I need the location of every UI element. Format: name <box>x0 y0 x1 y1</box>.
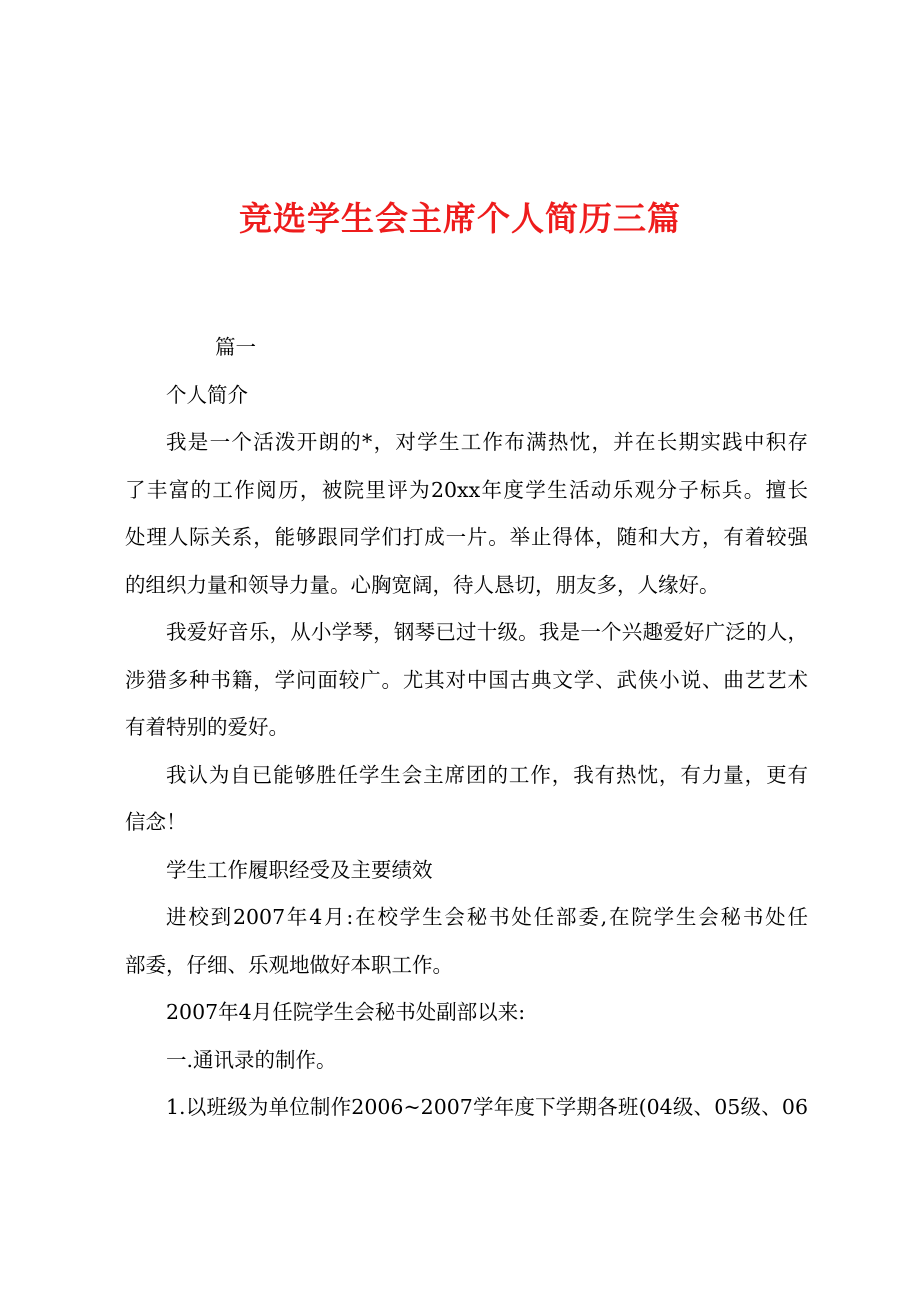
paragraph-line: 了丰富的工作阅历，被院里评为20xx年度学生活动乐观分子标兵。擅长 <box>125 477 808 502</box>
paragraph-hobbies <box>125 609 808 752</box>
paragraph-vice-minister: 2007年4月任院学生会秘书处副部以来: <box>166 1000 526 1024</box>
heading-work-experience: 学生工作履职经受及主要绩效 <box>166 857 433 882</box>
paragraph-line: 我是一个活泼开朗的*，对学生工作布满热忱，并在长期实践中积存 <box>166 430 808 454</box>
paragraph-line: 我认为自已能够胜任学生会主席团的工作，我有热忱，有力量，更有 <box>166 762 808 787</box>
paragraph-line: 信念！ <box>125 810 187 834</box>
heading-personal-intro: 个人简介 <box>166 382 248 407</box>
paragraph-enrollment <box>125 894 808 989</box>
paragraph-line: 的组织力量和领导力量。心胸宽阔，待人恳切，朋友多，人缘好。 <box>125 572 720 597</box>
paragraph-line: 有着特别的爱好。 <box>125 715 289 739</box>
paragraph-personal-intro <box>125 419 808 609</box>
document-body <box>125 324 808 1132</box>
paragraph-line: 处理人际关系，能够跟同学们打成一片。举止得体，随和大方，有着较强 <box>125 525 808 549</box>
paragraph-line: 进校到2007年4月:在校学生会秘书处任部委,在院学生会秘书处任 <box>166 905 808 929</box>
paragraph-confidence <box>125 752 808 847</box>
paragraph-line: 涉猎多种书籍，学问面较广。尤其对中国古典文学、武侠小说、曲艺艺术 <box>125 667 808 692</box>
section-label: 篇一 <box>215 335 256 359</box>
document-title: 竞选学生会主席个人简历三篇 <box>239 199 681 238</box>
paragraph-line: 我爱好音乐，从小学琴，钢琴已过十级。我是一个兴趣爱好广泛的人， <box>166 620 808 644</box>
paragraph-line: 部委，仔细、乐观地做好本职工作。 <box>125 952 453 977</box>
item-contacts-1: 1.以班级为单位制作2006~2007学年度下学期各班(04级、05级、06 <box>166 1095 808 1119</box>
item-heading-contacts: 一.通讯录的制作。 <box>166 1047 337 1072</box>
